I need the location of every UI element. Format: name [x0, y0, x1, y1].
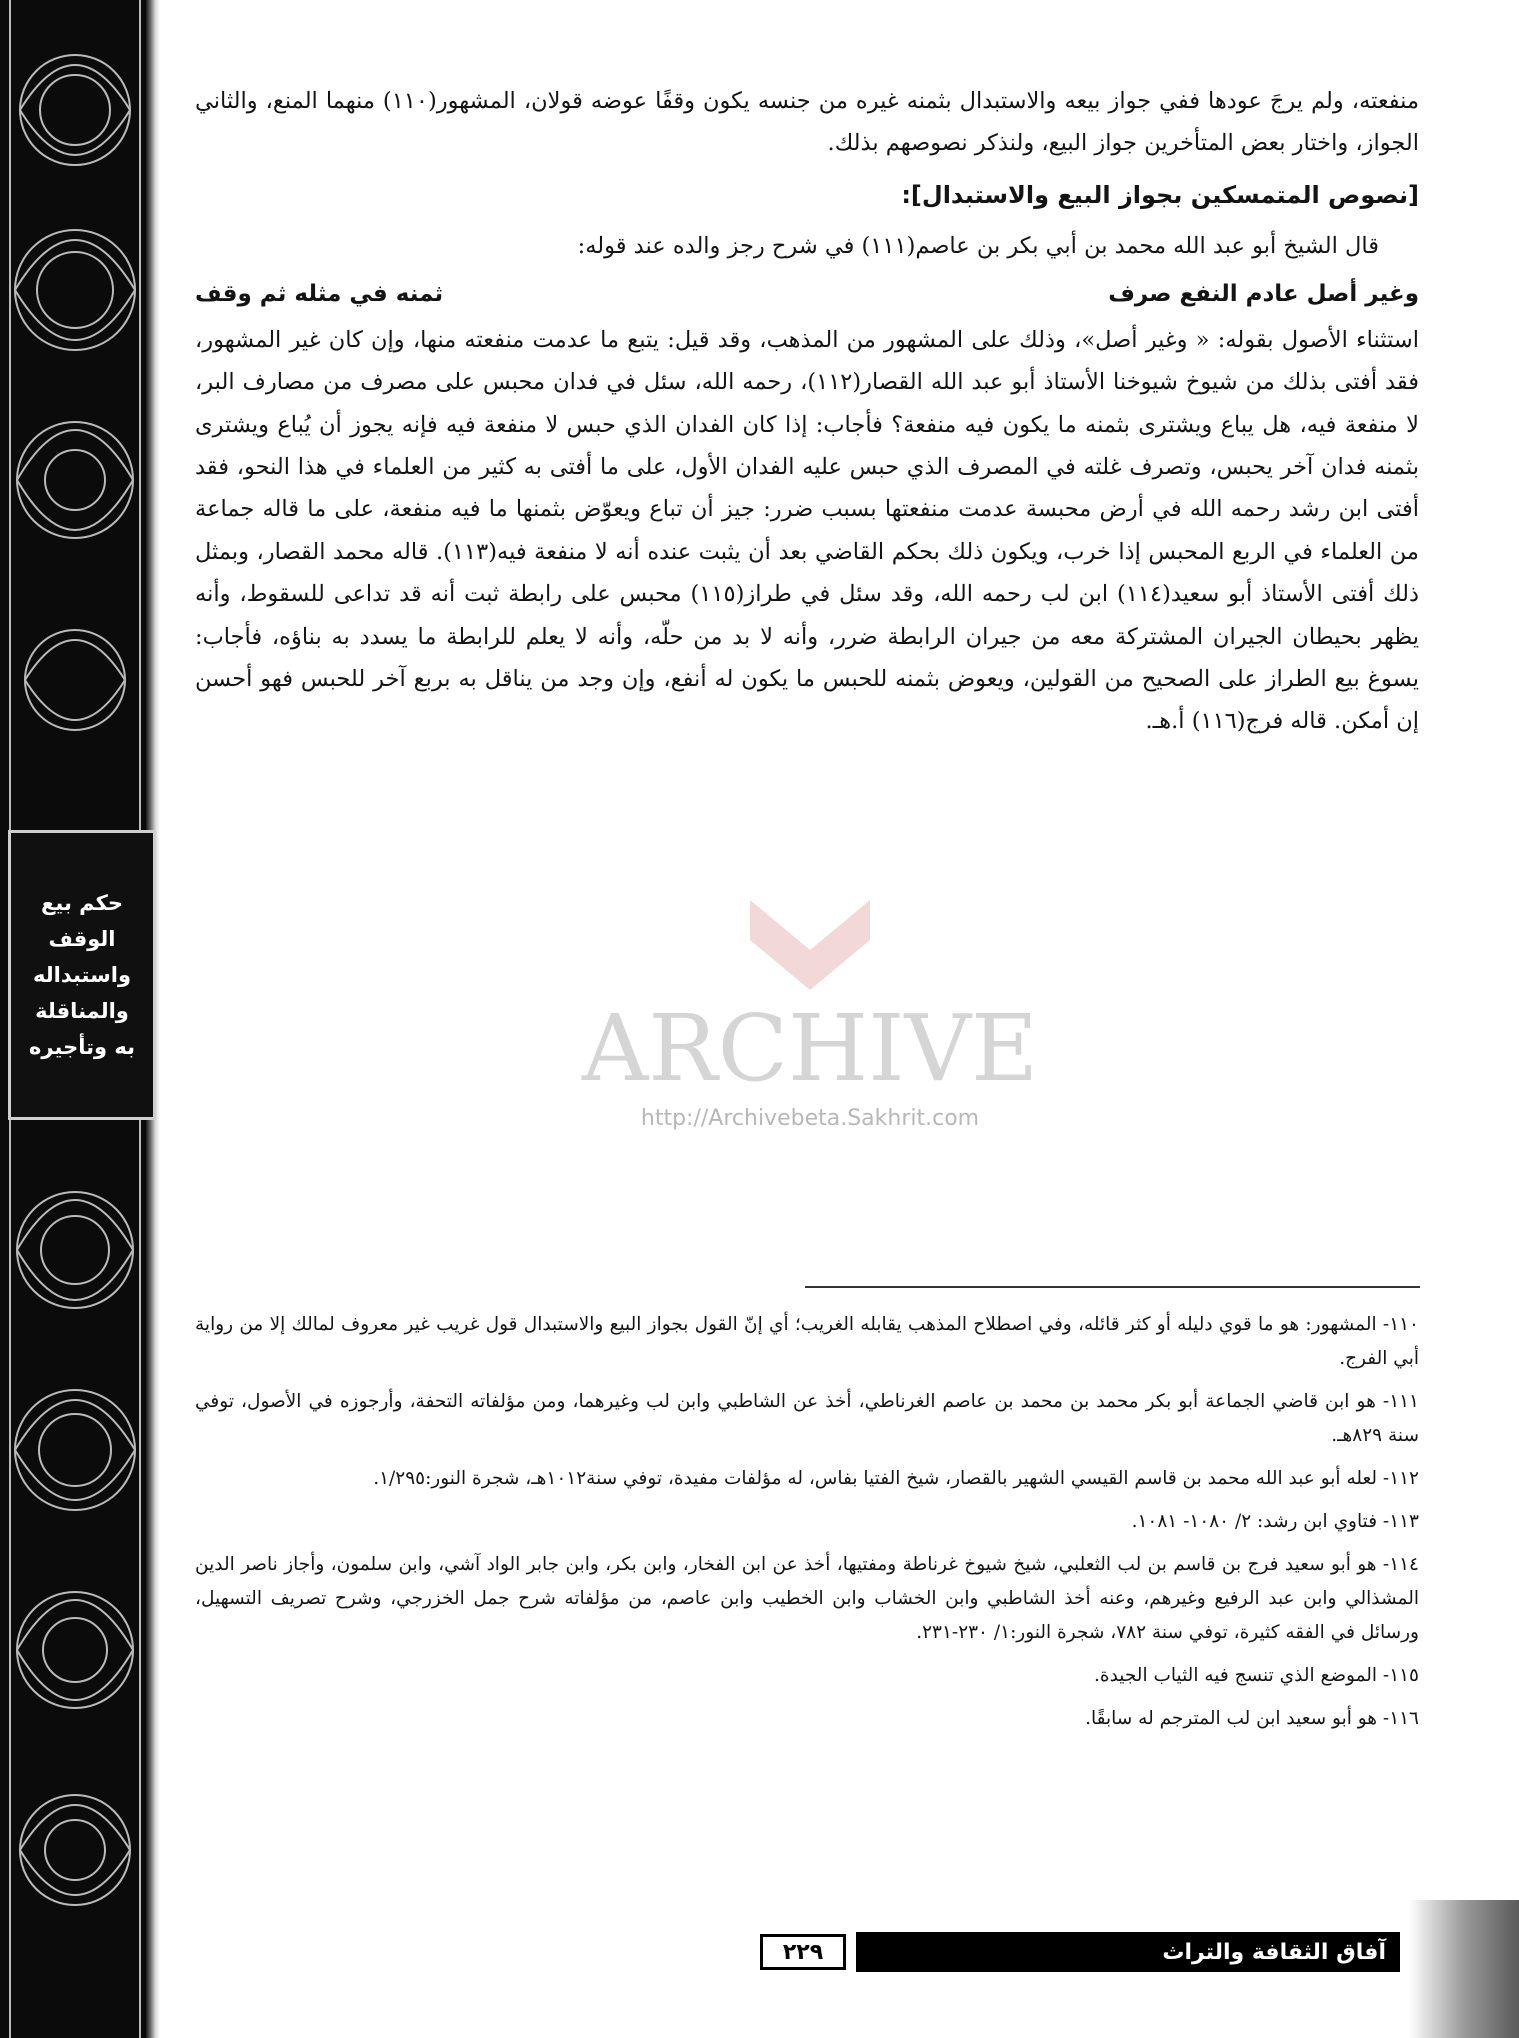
side-title-line: والمناقلة [35, 999, 129, 1023]
page-footer [760, 1932, 1400, 1972]
watermark-word: ARCHIVE [581, 995, 1039, 1102]
watermark-logo-icon [750, 900, 870, 990]
side-title-line: الوقف [48, 927, 116, 951]
journal-name: آفاق الثقافة والتراث [856, 1932, 1400, 1972]
footnote-111: ١١١- هو ابن قاضي الجماعة أبو بكر محمد بن محمد بن عاصم الغرناطي، أخذ عن الشاطبي وابن لب وغيرهما، ومن مؤلفاته التحفة، وأرجوزه في الأصول، توفي سنة ٨٢٩هـ. [195, 1391, 1419, 1446]
footnote-116: ١١٦- هو أبو سعيد ابن لب المترجم له سابقًا. [1085, 1708, 1419, 1729]
side-title [20, 885, 145, 1065]
side-title-line: به وتأجيره [29, 1035, 135, 1059]
decorative-border [0, 0, 160, 2038]
page-number: ٢٢٩ [760, 1934, 846, 1970]
verse-hemistich-right: وغير أصل عادم النفع صرف [1108, 280, 1419, 307]
verse-hemistich-left: ثمنه في مثله ثم وقف [195, 280, 444, 307]
section-heading: [نصوص المتمسكين بجواز البيع والاستبدال]: [901, 180, 1419, 209]
footnote-112: ١١٢- لعله أبو عبد الله محمد بن قاسم القيسي الشهير بالقصار، شيخ الفتيا بفاس، له مؤلفات مفيدة، توفي سنة١٠١٢هـ، شجرة النور:١/٢٩٥. [373, 1468, 1419, 1489]
footnote-113: ١١٣- فتاوي ابن رشد: ٢/ ١٠٨٠- ١٠٨١. [1131, 1511, 1419, 1532]
side-title-box [8, 830, 156, 1120]
paragraph-top: منفعته، ولم يرجَ عودها ففي جواز بيعه والاستبدال بثمنه غيره من جنسه يكون وقفًا عوضه قولان، المشهور(١١٠) منهما المنع، والثاني الجواز، واختار بعض المتأخرين جواز البيع، ولنذكر نصوصهم بذلك. [195, 88, 1419, 157]
intro-line: قال الشيخ أبو عبد الله محمد بن أبي بكر بن عاصم(١١١) في شرح رجز والده عند قوله: [577, 232, 1379, 259]
footnotes [195, 1308, 1419, 1745]
footnote-110: ١١٠- المشهور: هو ما قوي دليله أو كثر قائله، وفي اصطلاح المذهب يقابله الغريب؛ أي إنّ القول بجواز البيع والاستبدال قول غريب غير معروف لمالك إلا من رواية أبي الفرج. [195, 1314, 1419, 1369]
watermark-url: http://Archivebeta.Sakhrit.com [640, 1106, 980, 1131]
page-corner-shade [1409, 1900, 1519, 2038]
footnote-114: ١١٤- هو أبو سعيد فرج بن قاسم بن لب الثعلبي، شيخ شيوخ غرناطة ومفتيها، أخذ عن ابن الفخار، وابن بكر، وابن جابر الواد آشي، وابن سلمون، وأجاز ناصر الدين المشذالي وابن عبد الرفيع وغيرهم، وعنه أخذ الشاطبي وابن الخشاب وابن الخطيب وابن عاصم، من مؤلفاته شرح جمل الخزرجي، وشرح تصريف التسهيل، ورسائل في الفقه كثيرة، توفي سنة ٧٨٢، شجرة النور:١/ ٢٣٠-٢٣١. [195, 1554, 1419, 1643]
side-title-line: واستبداله [33, 963, 131, 987]
footnote-separator [805, 1286, 1420, 1288]
archive-watermark [520, 880, 1100, 1180]
main-text [195, 80, 1419, 743]
footnote-115: ١١٥- الموضع الذي تنسج فيه الثياب الجيدة. [1094, 1665, 1419, 1686]
paragraph-main: استثناء الأصول بقوله: « وغير أصل»، وذلك على المشهور من المذهب، وقد قيل: يتبع ما عدمت منفعته منها، وإن كان غير المشهور، فقد أفتى بذلك من شيوخ شيوخنا الأستاذ أبو عبد الله القصار(١١٢)، رحمه الله، سئل في فدان محبس على مصرف من مصارف البر، لا منفعة فيه، هل يباع ويشترى بثمنه ما يكون فيه منفعة؟ فأجاب: إذا كان الفدان الذي حبس لا منفعة فيه فإنه يجوز أن يُباع ويشترى بثمنه فدان آخر يحبس، وتصرف غلته في المصرف الذي حبس عليه الفدان الأول، على ما أفتى به كثير من العلماء في هذا النحو، فقد أفتى ابن رشد رحمه الله في أرض محبسة عدمت منفعتها بسبب ضرر: جيز أن تباع ويعوّض بثمنها ما فيه منفعة، على ما قاله جماعة من العلماء في الربع المحبس إذا خرب، ويكون ذلك بحكم القاضي بعد أن يثبت عنده أنه لا منفعة فيه(١١٣). قاله محمد القصار، وبمثل ذلك أفتى الأستاذ أبو سعيد(١١٤) ابن لب رحمه الله، وقد سئل في طراز(١١٥) محبس على رابطة ثبت أنه قد تداعى للسقوط، وأنه يظهر بحيطان الجيران المشتركة معه من جيران الرابطة ضرر، وأنه لا بد من حلّه، وأنه لا يعلم للرابطة ما يسدد به بناؤه، فأجاب: يسوغ بيع الطراز على الصحيح من القولين، ويعوض بثمنه للحبس ما يكون له أنفع، وإن وجد من يناقل به بربع آخر للحبس فهو أحسن إن أمكن. قاله فرج(١١٦) أ.هـ. [195, 326, 1420, 735]
verse-line [195, 281, 1419, 307]
side-title-line: حكم بيع [41, 891, 123, 915]
